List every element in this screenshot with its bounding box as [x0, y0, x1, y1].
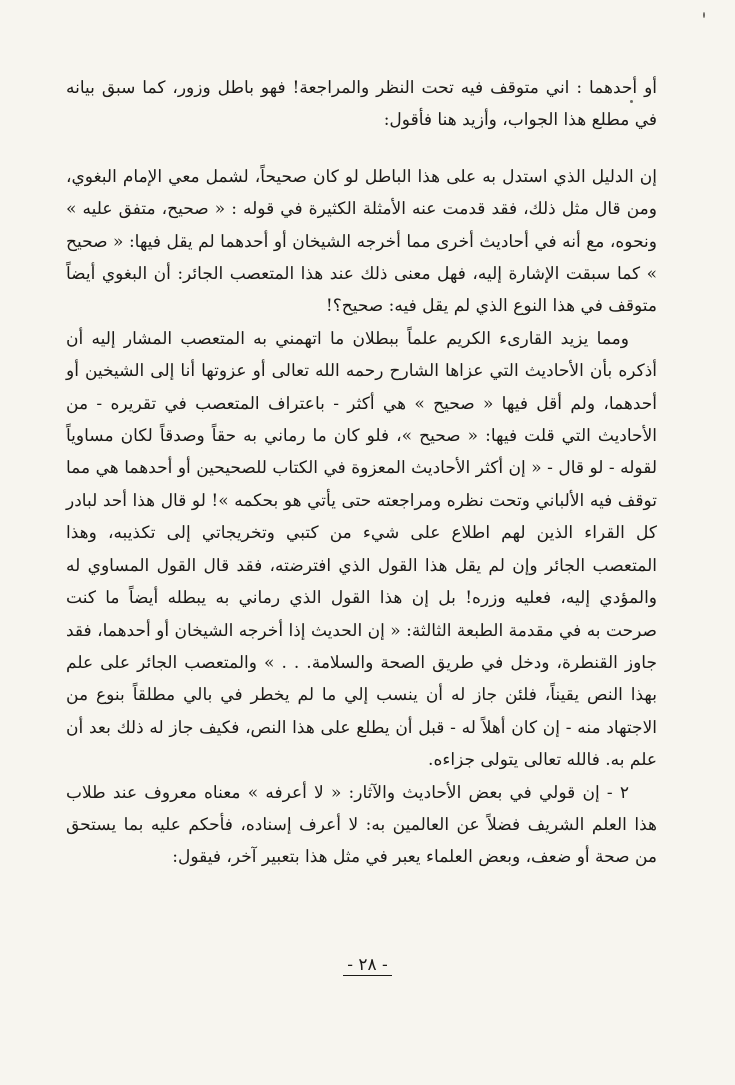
page-number-text: - ٢٨ - [343, 955, 392, 976]
scan-speck [630, 100, 633, 103]
paragraph-1: أو أحدهما : اني متوقف فيه تحت النظر والمراجعة! فهو باطل وزور، كما سبق بيانه في مطلع هذا الجواب، وأزيد هنا فأقول: [66, 78, 657, 131]
page-number [0, 955, 735, 975]
paragraph-4: ٢ - إن قولي في بعض الأحاديث والآثار: « لا أعرفه » معناه معروف عند طلاب هذا العلم الشريف فضلاً عن العالمين به: لا أعرف إسناده، فأحكم عليه بما يستحق من صحة أو ضعف، وبعض العلماء يعبر في مثل هذا بتعبير آخر، فيقول: [66, 782, 657, 868]
paragraph-2: إن الدليل الذي استدل به على هذا الباطل لو كان صحيحاً، لشمل معي الإمام البغوي، ومن قال مثل ذلك، فقد قدمت عنه الأمثلة الكثيرة في قوله : « صحيح، متفق عليه » ونحوه، مع أنه في أحاديث أخرى مما أخرجه الشيخان أو أحدهما لم يقل فيها: « صحيح » كما سبقت الإشارة إليه، فهل معنى ذلك عند هذا المتعصب الجائر: أن البغوي أيضاً متوقف في هذا النوع الذي لم يقل فيه: صحيح؟! [66, 166, 657, 317]
paragraph-3: ومما يزيد القارىء الكريم علماً ببطلان ما اتهمني به المتعصب المشار إليه أن أذكره بأن الأحاديث التي عزاها الشارح رحمه الله تعالى أو عزوتها أنا إلى الشيخين أو أحدهما، ولم أقل فيها « صحيح » هي أكثر - باعتراف المتعصب في تقريره - من الأحاديث التي قلت فيها: « صحيح »، فلو كان ما رماني به حقاً وصدقاً لكان مساوياً لقوله - لو قال - « إن أكثر الأحاديث المعزوة في الكتاب للصحيحين أو أحدهما هي مما توقف فيه الألباني وتحت نظره ومراجعته حتى يأتي هو بحكمه »! لو قال هذا أحد لبادر كل القراء الذين لهم اطلاع على شيء من كتبي وتخريجاتي إلى تكذيبه، وهذا المتعصب الجائر وإن لم يقل هذا القول الذي افترضته، فقد قال القول المساوي له والمؤدي إليه، فعليه وزره! بل إن هذا القول الذي رماني به يبطله أيضاً ما كنت صرحت به في مقدمة الطبعة الثالثة: « إن الحديث إذا أخرجه الشيخان أو أحدهما، فقد جاوز القنطرة، ودخل في طريق الصحة والسلامة. . . » والمتعصب الجائر على علم بهذا النص يقيناً، فلئن جاز له أن ينسب إلي ما لم يخطر في بالي مطلقاً بنوع من الاجتهاد منه - إن كان أهلاً له - قبل أن يطلع على هذا النص، فكيف جاز له ذلك بعد أن علم به. فالله تعالى يتولى جزاءه. [66, 328, 657, 771]
scan-speck [703, 12, 705, 18]
body-text [66, 72, 657, 874]
